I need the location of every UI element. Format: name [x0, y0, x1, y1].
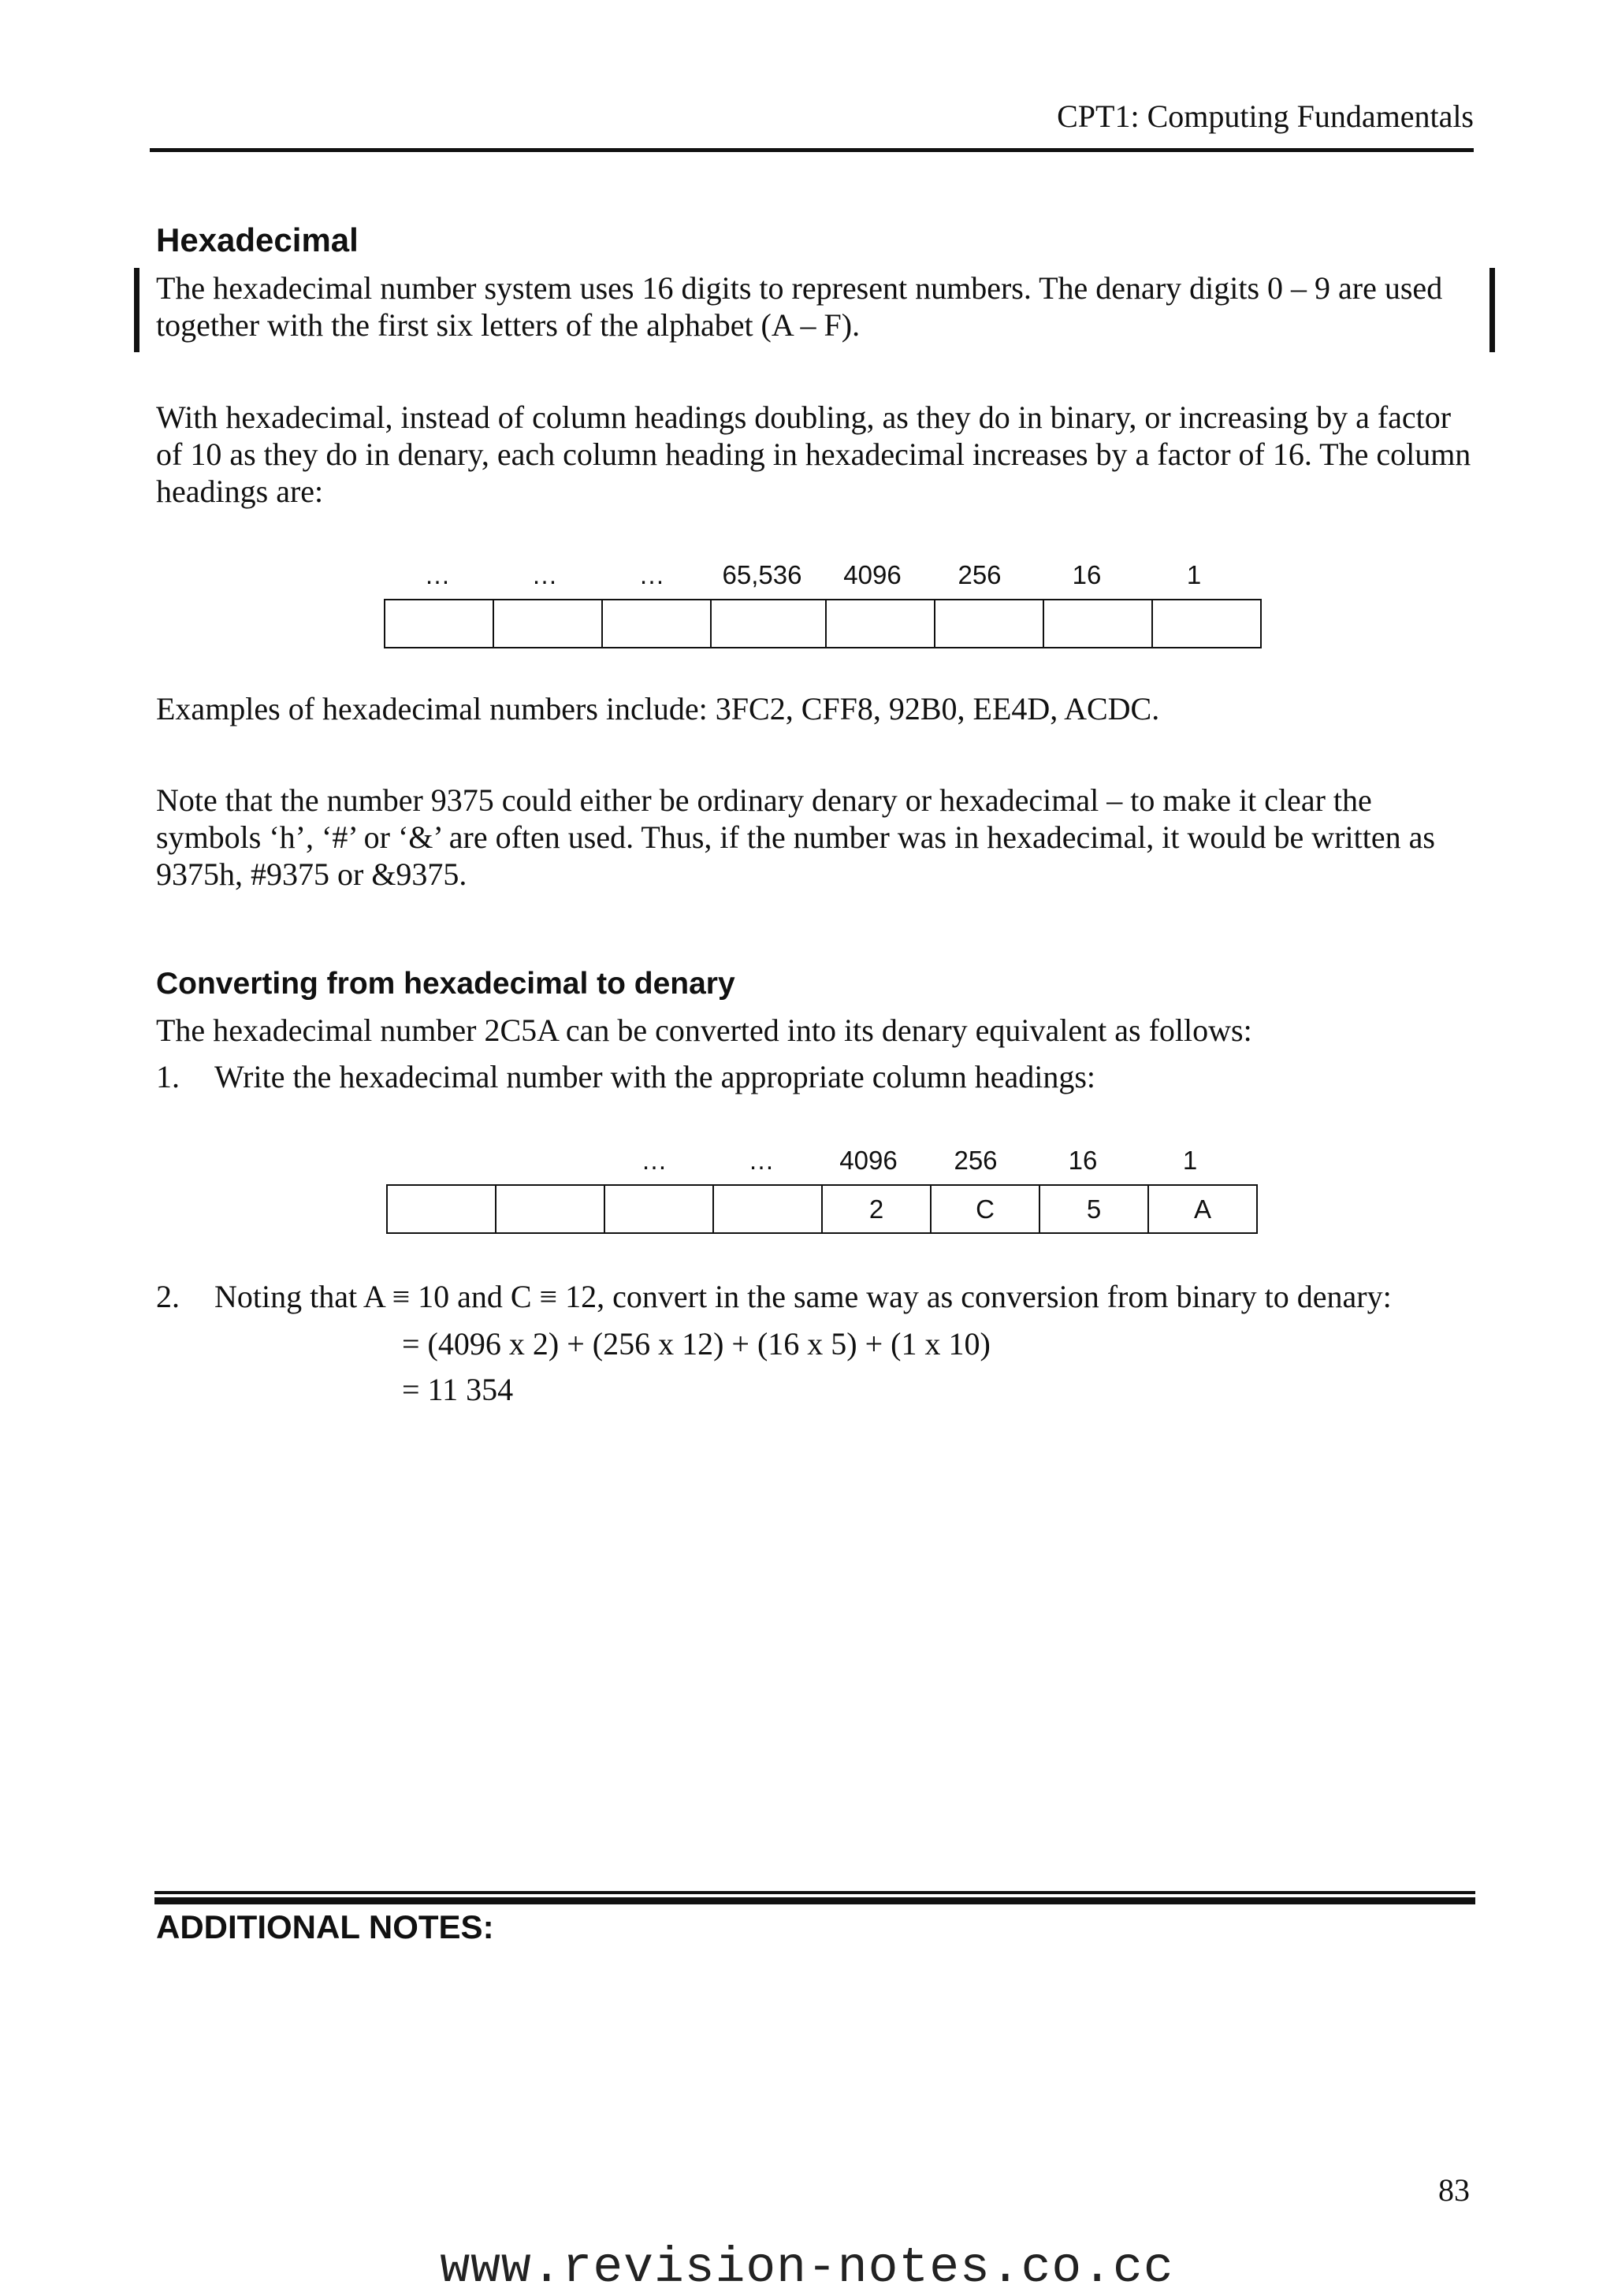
column-headings-paragraph: With hexadecimal, instead of column headings doubling, as they do in binary, or increasing by a factor of 10 as they do in denary, each column heading in hexadecimal increases by a factor of 16. The column headings are: [156, 399, 1471, 509]
table2-heading: … [641, 1146, 668, 1175]
table2-cell [387, 1185, 496, 1233]
table1-heading: 65,536 [722, 560, 802, 589]
step-text: Noting that A ≡ 10 and C ≡ 12, convert in the same way as conversion from binary to denary: [214, 1279, 1392, 1314]
notes-rule-thick [154, 1897, 1475, 1904]
column-headings-table [384, 599, 1262, 648]
step-2 [156, 1278, 1496, 1315]
table1-cell [385, 600, 493, 648]
step-number: 2. [156, 1279, 180, 1314]
notes-rule-thin [154, 1891, 1475, 1894]
table2-cell: C [931, 1185, 1039, 1233]
page-number: 83 [1438, 2172, 1470, 2208]
table1-cell [493, 600, 602, 648]
table1-cell [711, 600, 826, 648]
hex-number-table [386, 1184, 1258, 1234]
table1-cell [1043, 600, 1152, 648]
table2-heading: … [748, 1146, 775, 1175]
table2-headings [386, 1145, 1253, 1176]
table2-cell [713, 1185, 822, 1233]
table2-heading: 256 [954, 1146, 998, 1175]
table1-cell [602, 600, 711, 648]
table2-cell [604, 1185, 713, 1233]
table1-heading: … [531, 560, 558, 589]
table1-heading: 1 [1186, 560, 1202, 589]
table1-cell [826, 600, 935, 648]
calculation-result: = 11 354 [402, 1372, 514, 1407]
table1-cell [1152, 600, 1261, 648]
footer-url: www.revision-notes.co.cc [440, 2240, 1174, 2296]
table2-cell: A [1148, 1185, 1257, 1233]
table1-heading: … [638, 560, 665, 589]
table2-heading: 16 [1068, 1146, 1098, 1175]
section-title: Hexadecimal [156, 221, 359, 258]
change-bar-right [1489, 268, 1495, 352]
table1-headings [384, 559, 1251, 591]
step-text: Write the hexadecimal number with the appropriate column headings: [214, 1059, 1096, 1094]
table2-heading: 1 [1182, 1146, 1198, 1175]
table1-cell [935, 600, 1043, 648]
table2-cell: 5 [1039, 1185, 1148, 1233]
table2-cell [496, 1185, 604, 1233]
table1-heading: … [424, 560, 451, 589]
header-rule [150, 148, 1474, 152]
calculation-line: = (4096 x 2) + (256 x 12) + (16 x 5) + (1 x 10) [402, 1326, 991, 1362]
step-1 [156, 1058, 1496, 1095]
subsection-title: Converting from hexadecimal to denary [156, 967, 735, 1001]
running-header: CPT1: Computing Fundamentals [1057, 98, 1474, 134]
table1-heading: 4096 [843, 560, 902, 589]
examples-paragraph: Examples of hexadecimal numbers include: 3FC2, CFF8, 92B0, EE4D, ACDC. [156, 691, 1160, 726]
table2-heading: 4096 [839, 1146, 898, 1175]
step-number: 1. [156, 1059, 180, 1094]
table2-cell: 2 [822, 1185, 931, 1233]
intro-paragraph: The hexadecimal number system uses 16 digits to represent numbers. The denary digits 0 – 9 are used together with the first six letters of the alphabet (A – F). [156, 270, 1443, 343]
table1-heading: 16 [1072, 560, 1102, 589]
notation-paragraph: Note that the number 9375 could either be ordinary denary or hexadecimal – to make it clear the symbols ‘h’, ‘#’ or ‘&’ are often used. Thus, if the number was in hexadecimal, it would be written as 9375h, #9375 or &9375. [156, 782, 1435, 892]
table1-heading: 256 [958, 560, 1002, 589]
conversion-intro: The hexadecimal number 2C5A can be converted into its denary equivalent as follows: [156, 1012, 1252, 1048]
additional-notes-title: ADDITIONAL NOTES: [156, 1908, 494, 1945]
change-bar-left [134, 268, 139, 352]
